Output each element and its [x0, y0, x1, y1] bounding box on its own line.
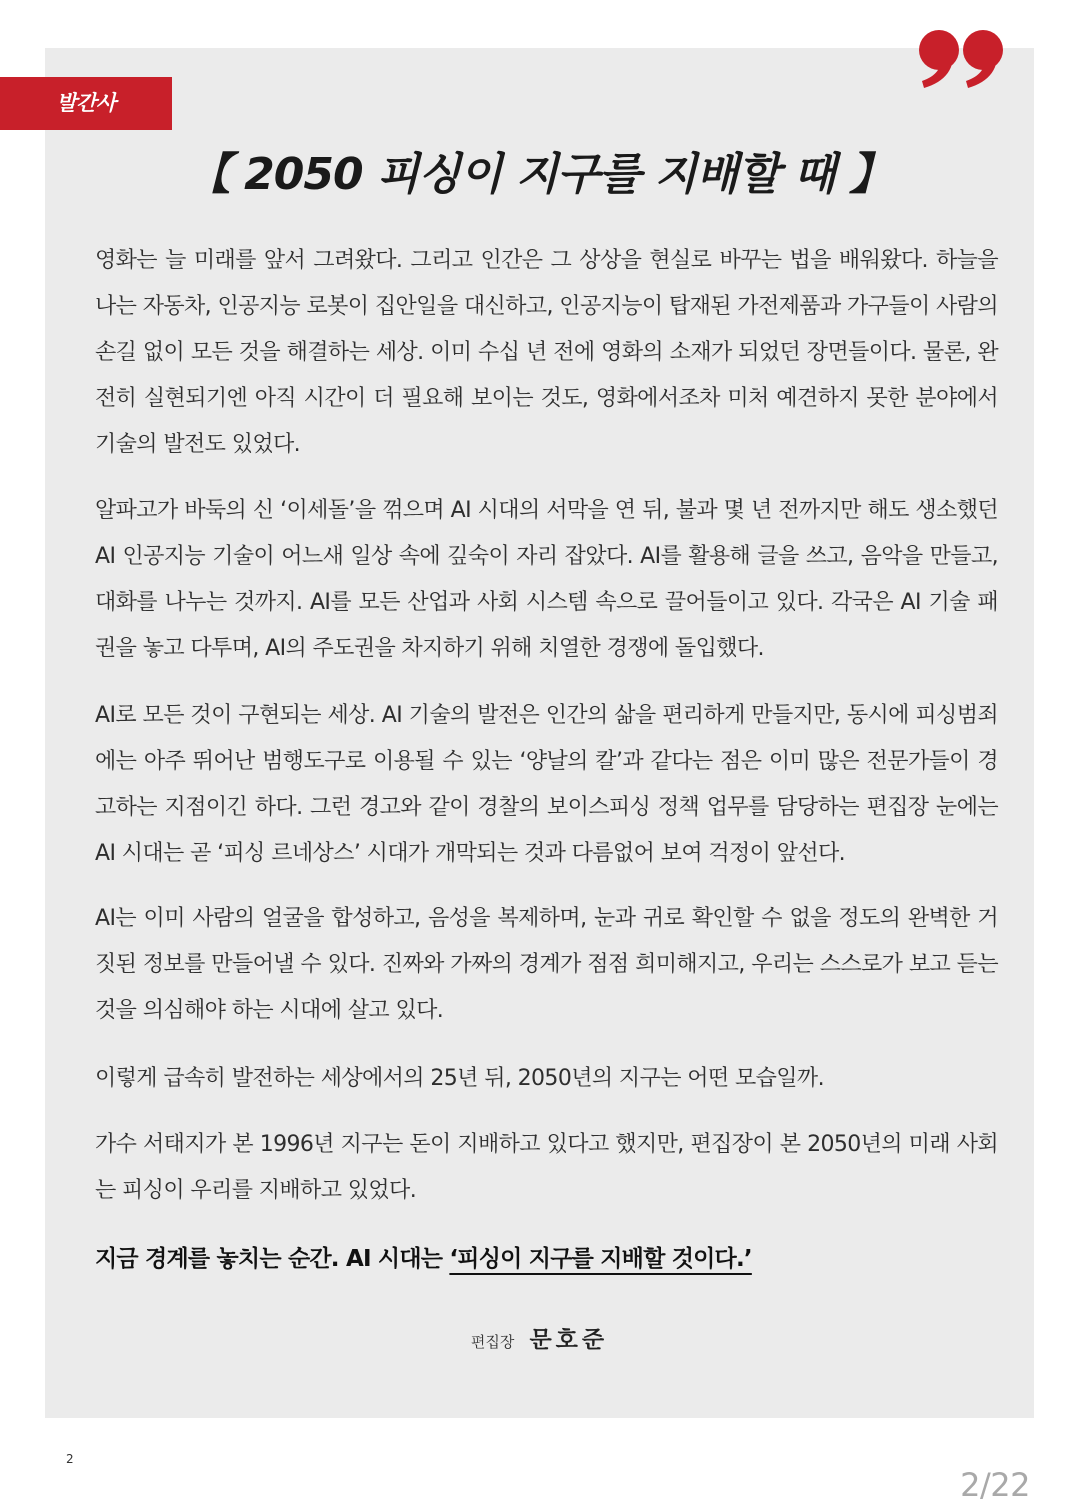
page-indicator: 2/22: [960, 1466, 1030, 1504]
page-number: 2: [66, 1452, 74, 1466]
paragraph-4: AI는 이미 사람의 얼굴을 합성하고, 음성을 복제하며, 눈과 귀로 확인할 수 없을 정도의 완벽한 거짓된 정보를 만들어낼 수 있다. 진짜와 가짜의 경계가 점점 희미해지고, 우리는 스스로가 보고 듣는 것을 의심해야 하는 시대에 살고 있다.: [95, 906, 998, 1023]
paragraph-2: 알파고가 바둑의 신 ‘이세돌’을 꺾으며 AI 시대의 서막을 연 뒤, 불과 몇 년 전까지만 해도 생소했던 AI 인공지능 기술이 어느새 일상 속에 깊숙이 자리 잡았다. AI를 활용해 글을 쓰고, 음악을 만들고, 대화를 나누는 것까지. AI를 모든 산업과 사회 시스템 속으로 끌어들이고 있다. 각국은 AI 기술 패권을 놓고 다투며, AI의 주도권을 차지하기 위해 치열한 경쟁에 돌입했다.: [95, 498, 998, 661]
signature: [45, 1318, 1034, 1364]
paragraph-5: 이렇게 급속히 발전하는 세상에서의 25년 뒤, 2050년의 지구는 어떤 모습일까.: [95, 1066, 824, 1091]
section-tag: 발간사: [0, 77, 172, 130]
signature-role: 편집장: [470, 1333, 515, 1351]
signature-name: 문호준: [529, 1327, 609, 1353]
conclusion-statement: [95, 1236, 998, 1282]
conclusion-emphasis: ‘피싱이 지구를 지배할 것이다.’: [449, 1246, 752, 1272]
closing-quote-icon: [912, 6, 1012, 106]
paragraph-6: 가수 서태지가 본 1996년 지구는 돈이 지배하고 있다고 했지만, 편집장이 본 2050년의 미래 사회는 피싱이 우리를 지배하고 있었다.: [95, 1132, 998, 1203]
conclusion-lead: 지금 경계를 놓치는 순간. AI 시대는: [95, 1246, 450, 1272]
article-title: 【 2050 피싱이 지구를 지배할 때 】: [186, 149, 893, 200]
paragraph-3: AI로 모든 것이 구현되는 세상. AI 기술의 발전은 인간의 삶을 편리하게 만들지만, 동시에 피싱범죄에는 아주 뛰어난 범행도구로 이용될 수 있는 ‘양날의 칼’과 같다는 점은 이미 많은 전문가들이 경고하는 지점이긴 하다. 그런 경고와 같이 경찰의 보이스피싱 정책 업무를 담당하는 편집장 눈에는 AI 시대는 곧 ‘피싱 르네상스’ 시대가 개막되는 것과 다름없어 보여 걱정이 앞선다.: [95, 703, 998, 866]
paragraph-1: 영화는 늘 미래를 앞서 그려왔다. 그리고 인간은 그 상상을 현실로 바꾸는 법을 배워왔다. 하늘을 나는 자동차, 인공지능 로봇이 집안일을 대신하고, 인공지능이 탑재된 가전제품과 가구들이 사람의 손길 없이 모든 것을 해결하는 세상. 이미 수십 년 전에 영화의 소재가 되었던 장면들이다. 물론, 완전히 실현되기엔 아직 시간이 더 필요해 보이는 것도, 영화에서조차 미처 예견하지 못한 분야에서 기술의 발전도 있었다.: [95, 248, 998, 457]
